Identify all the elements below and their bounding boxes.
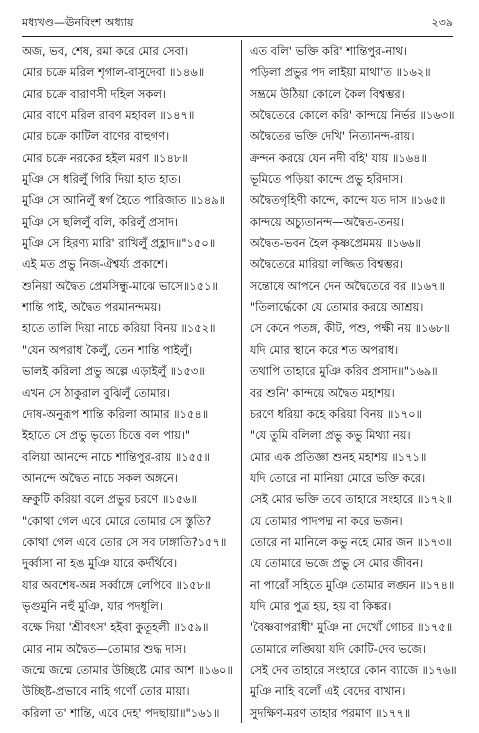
verse-line: "যে তুমি বলিলা প্রভু কভু মিথ্যা নয়। bbox=[249, 428, 411, 443]
verse-line: সুদক্ষিণ-মরণ তাহার পরমাণ ॥১৭৭॥ bbox=[249, 705, 411, 720]
verse-line: বর শুনি' কান্দয়ে অদ্বৈত মহাশয়। bbox=[249, 385, 395, 400]
verse-line: বলিয়া আনন্দে নাচে শান্তিপুর-রায় ॥১৫৫॥ bbox=[22, 449, 210, 464]
verse-line: কোথা গেল এবে তোর সে সব ঢাঙ্গাতি?১৫৭॥ bbox=[22, 534, 227, 549]
verse-line: আনন্দে অদ্বৈত নাচে সকল অঙ্গনে। bbox=[22, 470, 178, 485]
verse-line: "যেন অপরাধ কৈলুঁ, তেন শান্তি পাইলুঁ। bbox=[22, 342, 193, 357]
verse-line: মোর চক্রে নরকের হইল মরণ ॥১৪৮॥ bbox=[22, 150, 188, 165]
right-column bbox=[241, 40, 457, 723]
verse-line: মোর এক প্রতিজ্ঞা শুনহ মহাশয় ॥১৭১॥ bbox=[249, 449, 427, 464]
header-rule bbox=[22, 36, 453, 37]
verse-line: বক্ষে দিয়া 'শ্রীবৎস' হইবা কুতূহলী ॥১৫৯॥ bbox=[22, 620, 209, 635]
verse-line: অদ্বৈত-ভবন হৈল কৃষ্ণপ্রেমময় ॥১৬৬॥ bbox=[249, 236, 421, 251]
verse-line: না পারোঁ সহিতে মুঞি তোমার লঙ্ঘন ॥১৭৪॥ bbox=[249, 577, 455, 592]
verse-line: অদ্বৈতেরে মারিয়া লজ্জিত বিশ্বম্ভর। bbox=[249, 257, 403, 272]
verse-line: মুঞি নাহি বলোঁ এই বেদের বাখান। bbox=[249, 684, 406, 699]
verse-line: পড়িলা প্রভুর পদ লাইয়া মাথা'ত ॥১৬২॥ bbox=[249, 65, 431, 80]
verse-line: অদ্বৈতের ভক্তি দেখি' নিত্যানন্দ-রায়। bbox=[249, 129, 415, 144]
verse-line: মোর নাম অদ্বৈত—তোমার শুদ্ধ দাস। bbox=[22, 641, 187, 656]
verse-line: এখন সে ঠাকুরাল বুঝিলুঁ তোমার। bbox=[22, 385, 171, 400]
verse-line: শান্তি পাই, অদ্বৈত পরমানন্দময়। bbox=[22, 300, 162, 315]
verse-line: ভূমিতে পড়িয়া কান্দে প্রভু হরিদাস। bbox=[249, 172, 404, 187]
verse-line: দোষ-অনুরূপ শান্তি করিলা আমার ॥১৫৪॥ bbox=[22, 406, 209, 421]
verse-line: শুনিয়া অদ্বৈত প্রেমসিন্ধু-মাঝে ভাসে॥১৫১॥ bbox=[22, 278, 218, 293]
page-header bbox=[22, 12, 453, 34]
verse-line: যে তোমার পাদপদ্ম না করে ভজন। bbox=[249, 513, 403, 528]
verse-line: মোর চক্রে বারাণসী দহিল সকল। bbox=[22, 86, 166, 101]
verse-line: "তিলার্দ্ধেকো যে তোমার করয়ে আশ্রয়। bbox=[249, 300, 424, 315]
verse-line: যার অবশেষ-অন্ন সর্ব্বাঙ্গে লেপিবে ॥১৫৮॥ bbox=[22, 577, 211, 592]
verse-line: সম্ভ্রমে উঠিয়া কোলে কৈল বিশ্বম্ভর। bbox=[249, 86, 405, 101]
verse-line: যদি মোর স্থানে করে শত অপরাধ। bbox=[249, 342, 399, 357]
verse-line: যদি তোরে না মানিয়া মোরে ভক্তি করে। bbox=[249, 470, 426, 485]
verse-line: "কোথা গেল এবে মোরে তোমার সে স্তুতি? bbox=[22, 513, 212, 528]
verse-line: ক্রন্দন করয়ে যেন নদী বহি' যায় ॥১৬৪॥ bbox=[249, 150, 427, 165]
verse-line: এই মত প্রভু নিজ-ঐশ্বর্য্য প্রকাশে। bbox=[22, 257, 168, 272]
verse-line: তোরে না মানিলে কভু নহে মোর জন ॥১৭৩॥ bbox=[249, 534, 452, 549]
page-number: ২৩৯ bbox=[431, 15, 453, 29]
verse-line: কান্দয়ে অচ্যুতানন্দ—অদ্বৈত-তনয়। bbox=[249, 214, 404, 229]
verse-line: সন্তোষে আপনে দেন অদ্বৈতেরে বর ॥১৬৭॥ bbox=[249, 278, 445, 293]
verse-line: মুঞি সে ধরিলুঁ গিরি দিয়া হাত হাত। bbox=[22, 172, 182, 187]
verse-columns bbox=[22, 40, 457, 723]
running-head: মধ্যখণ্ড—ঊনবিংশ অধ্যায় bbox=[22, 15, 134, 29]
verse-line: মোর বাণে মরিল রাবণ মহাবল ॥১৪৭॥ bbox=[22, 108, 195, 123]
verse-line: ভালই করিলা প্রভু অল্পে এড়াইলুঁ ॥১৫৩॥ bbox=[22, 364, 205, 379]
verse-line: ইহাতে সে প্রভু ভৃত্যে চিত্তে বল পায়।" bbox=[22, 428, 191, 443]
verse-line: অদ্বৈতেরে কোলে করি' কান্দয়ে নির্ভর ॥১৬৩॥ bbox=[249, 108, 455, 123]
verse-line: জন্মে জন্মে তোমার উচ্ছিষ্টে মোর আশ ॥১৬০॥ bbox=[22, 662, 233, 677]
verse-line: সেই মোর ভক্তি তবে তাহারে সংহারে ॥১৭২॥ bbox=[249, 492, 453, 507]
verse-line: মুঞি সে আনিলুঁ স্বর্গ হৈতে পারিজাত ॥১৪৯॥ bbox=[22, 193, 226, 208]
verse-line: মোর চক্রে কাটিল বাণের বাহুগণ। bbox=[22, 129, 170, 144]
verse-line: মুঞি সে ছলিলুঁ বলি, করিলুঁ প্রসাদ। bbox=[22, 214, 179, 229]
verse-line: অজ, ভব, শেষ, রমা করে মোর সেবা। bbox=[22, 44, 189, 58]
verse-line: উচ্ছিষ্ট-প্রভাবে নাহি গণোঁ তোর মায়া। bbox=[22, 684, 190, 699]
verse-line: তোমারে লঙ্ঘিয়া যদি কোটি-দেব ভজে। bbox=[249, 641, 426, 656]
verse-line: চরণে ধরিয়া কহে করিয়া বিনয় ॥১৭০॥ bbox=[249, 406, 422, 421]
verse-line: এত বলি' ভক্তি করি' শান্তিপুর-নাথ। bbox=[249, 44, 407, 58]
verse-line: ভ্রুকুটি করিয়া বলে প্রভুর চরণে ॥১৫৬॥ bbox=[22, 492, 197, 507]
verse-line: তথাপি তাহারে মুঞি করিব প্রসাদ॥"১৬৯॥ bbox=[249, 364, 438, 379]
verse-line: ভৃগুমুনি নহুঁ মুঞি, যার পদধূলি। bbox=[22, 598, 163, 613]
verse-line: মুঞি সে হিরণ্য মারি' রাখিলুঁ প্রহ্লাদ॥"১৫০॥ bbox=[22, 236, 216, 251]
verse-line: সেই দেব তাহারে সংহারে কোন ব্যাজে ॥১৭৬॥ bbox=[249, 662, 457, 677]
verse-line: 'বৈষ্ণবাপরাধী' মুঞি না দেখোঁ গোচর ॥১৭৫॥ bbox=[249, 620, 453, 635]
verse-line: সে কেনে পতঙ্গ, কীট, পশু, পক্ষী নয় ॥১৬৮॥ bbox=[249, 321, 450, 336]
verse-line: দুর্ব্বাসা না হঙ মুঞি যারে কর্দর্থিবে। bbox=[22, 556, 178, 571]
verse-line: যে তোমারে ভজে প্রভু সে মোর জীবন। bbox=[249, 556, 424, 571]
verse-line: যদি মোর পুত্র হয়, হয় বা কিঙ্কর। bbox=[249, 598, 392, 613]
verse-line: করিলা ত' শান্তি, এবে দেহ' পদছায়া॥"১৬১॥ bbox=[22, 705, 220, 720]
verse-line: হাতে তালি দিয়া নাচে করিয়া বিনয় ॥১৫২॥ bbox=[22, 321, 216, 336]
verse-line: মোর চক্রে মরিল শৃগাল-বাসুদেবা ॥১৪৬॥ bbox=[22, 65, 205, 80]
verse-line: অদ্বৈতগৃহিণী কান্দে, কান্দে যত দাস ॥১৬৫॥ bbox=[249, 193, 446, 208]
left-column bbox=[22, 40, 241, 723]
